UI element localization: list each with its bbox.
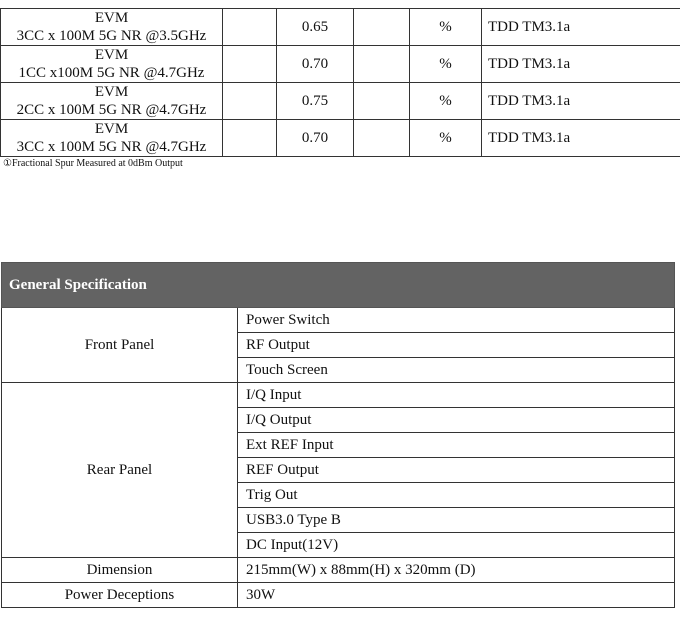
empty-cell xyxy=(223,9,277,46)
parameter-name: EVM xyxy=(94,47,129,63)
table-row xyxy=(2,308,675,333)
empty-cell xyxy=(223,120,277,157)
unit-cell: % xyxy=(410,46,482,83)
empty-cell xyxy=(354,9,410,46)
rear-panel-item: I/Q Input xyxy=(238,383,675,408)
parameter-detail: 1CC x100M 5G NR @4.7GHz xyxy=(18,65,205,81)
table-row xyxy=(1,9,680,46)
rear-panel-item: USB3.0 Type B xyxy=(238,508,675,533)
empty-cell xyxy=(223,46,277,83)
power-value: 30W xyxy=(238,583,675,608)
parameter-name: EVM xyxy=(94,84,129,100)
parameter-detail: 2CC x 100M 5G NR @4.7GHz xyxy=(16,102,207,118)
value-cell: 0.70 xyxy=(277,120,354,157)
value-cell: 0.70 xyxy=(277,46,354,83)
empty-cell xyxy=(354,83,410,120)
unit-cell: % xyxy=(410,83,482,120)
unit-cell: % xyxy=(410,9,482,46)
condition-cell: TDD TM3.1a xyxy=(482,9,680,46)
condition-cell: TDD TM3.1a xyxy=(482,46,680,83)
general-spec-table xyxy=(1,262,675,608)
rear-panel-item: REF Output xyxy=(238,458,675,483)
table-row xyxy=(2,383,675,408)
table-row xyxy=(2,558,675,583)
empty-cell xyxy=(354,46,410,83)
front-panel-item: RF Output xyxy=(238,333,675,358)
evm-spec-table xyxy=(0,8,680,157)
rear-panel-item: DC Input(12V) xyxy=(238,533,675,558)
parameter-name: EVM xyxy=(94,121,129,137)
parameter-detail: 3CC x 100M 5G NR @3.5GHz xyxy=(16,28,207,44)
unit-cell: % xyxy=(410,120,482,157)
parameter-cell xyxy=(1,46,223,83)
rear-panel-item: Trig Out xyxy=(238,483,675,508)
parameter-cell xyxy=(1,120,223,157)
front-panel-label: Front Panel xyxy=(2,308,238,383)
parameter-name: EVM xyxy=(94,10,129,26)
parameter-cell xyxy=(1,9,223,46)
empty-cell xyxy=(223,83,277,120)
dimension-value: 215mm(W) x 88mm(H) x 320mm (D) xyxy=(238,558,675,583)
section-title: General Specification xyxy=(2,263,675,308)
footnote: ①Fractional Spur Measured at 0dBm Output xyxy=(3,158,183,169)
table-row xyxy=(1,83,680,120)
front-panel-item: Power Switch xyxy=(238,308,675,333)
condition-cell: TDD TM3.1a xyxy=(482,120,680,157)
parameter-cell xyxy=(1,83,223,120)
power-label: Power Deceptions xyxy=(2,583,238,608)
table-header-row xyxy=(2,263,675,308)
rear-panel-item: Ext REF Input xyxy=(238,433,675,458)
condition-cell: TDD TM3.1a xyxy=(482,83,680,120)
table-row xyxy=(2,583,675,608)
rear-panel-label: Rear Panel xyxy=(2,383,238,558)
rear-panel-item: I/Q Output xyxy=(238,408,675,433)
empty-cell xyxy=(354,120,410,157)
table-row xyxy=(1,120,680,157)
table-row xyxy=(1,46,680,83)
parameter-detail: 3CC x 100M 5G NR @4.7GHz xyxy=(16,139,207,155)
value-cell: 0.75 xyxy=(277,83,354,120)
dimension-label: Dimension xyxy=(2,558,238,583)
value-cell: 0.65 xyxy=(277,9,354,46)
front-panel-item: Touch Screen xyxy=(238,358,675,383)
